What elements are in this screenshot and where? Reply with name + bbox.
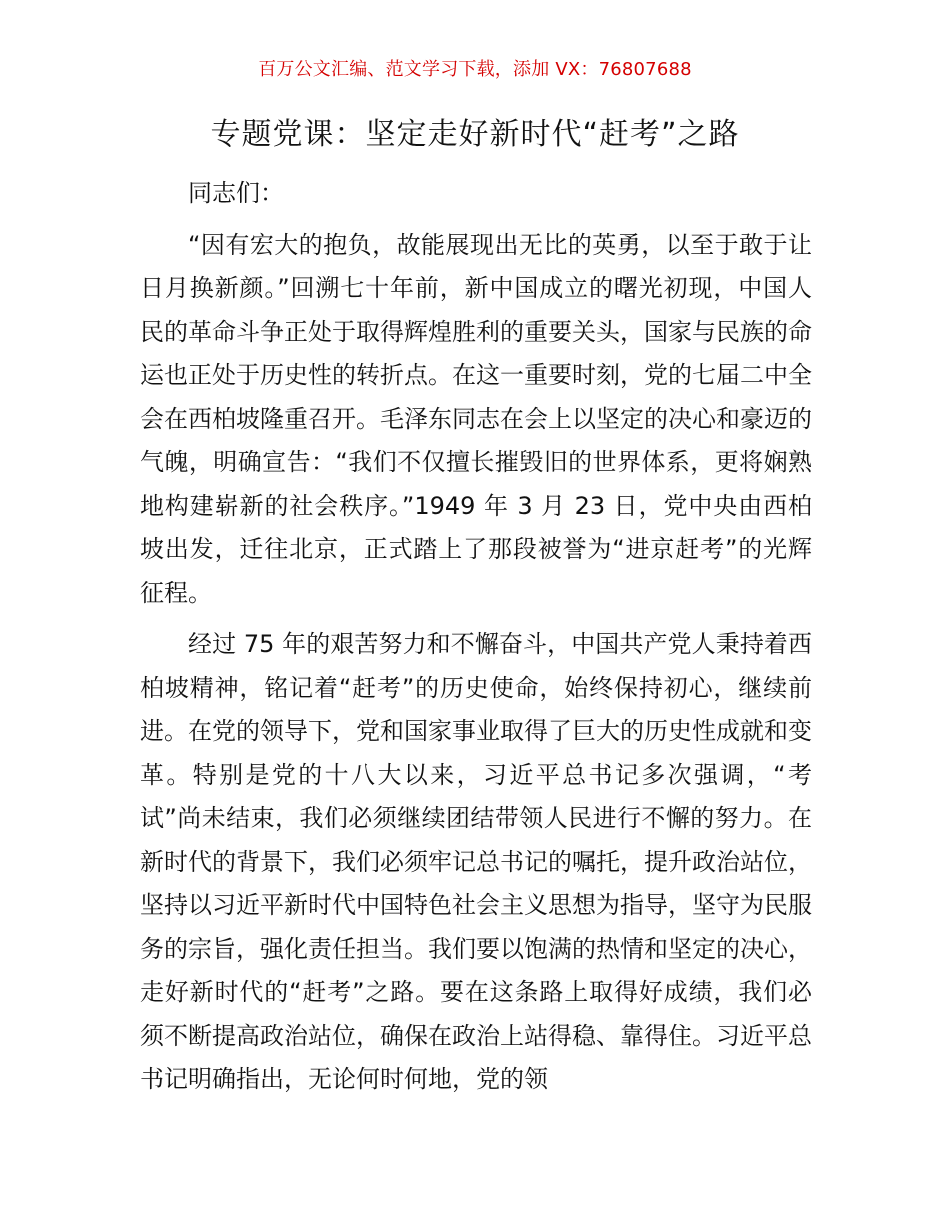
promo-banner: 百万公文汇编、范文学习下载，添加 VX：76807688 <box>258 59 692 80</box>
salutation: 同志们： <box>188 179 284 207</box>
document-body <box>140 172 812 1110</box>
paragraph-1: “因有宏大的抱负，故能展现出无比的英勇，以至于敢于让日月换新颜。”回溯七十年前，新中国成立的曙光初现，中国人民的革命斗争正处于取得辉煌胜利的重要关头，国家与民族的命运也正处于历史性的转折点。在这一重要时刻，党的七届二中全会在西柏坡隆重召开。毛泽东同志在会上以坚定的决心和豪迈的气魄，明确宣告：“我们不仅擅长摧毁旧的世界体系，更将娴熟地构建崭新的社会秩序。”1949 年 3 月 23 日，党中央由西柏坡出发，迁往北京，正式踏上了那段被誉为“进京赶考”的光辉征程。 <box>140 230 812 607</box>
paragraph-2: 经过 75 年的艰苦努力和不懈奋斗，中国共产党人秉持着西柏坡精神，铭记着“赶考”的历史使命，始终保持初心，继续前进。在党的领导下，党和国家事业取得了巨大的历史性成就和变革。特别是党的十八大以来，习近平总书记多次强调，“考试”尚未结束，我们必须继续团结带领人民进行不懈的努力。在新时代的背景下，我们必须牢记总书记的嘱托，提升政治站位，坚持以习近平新时代中国特色社会主义思想为指导，坚守为民服务的宗旨，强化责任担当。我们要以饱满的热情和坚定的决心，走好新时代的“赶考”之路。要在这条路上取得好成绩，我们必须不断提高政治站位，确保在政治上站得稳、靠得住。习近平总书记明确指出，无论何时何地，党的领 <box>140 630 812 1093</box>
document-title: 专题党课：坚定走好新时代“赶考”之路 <box>210 117 740 152</box>
